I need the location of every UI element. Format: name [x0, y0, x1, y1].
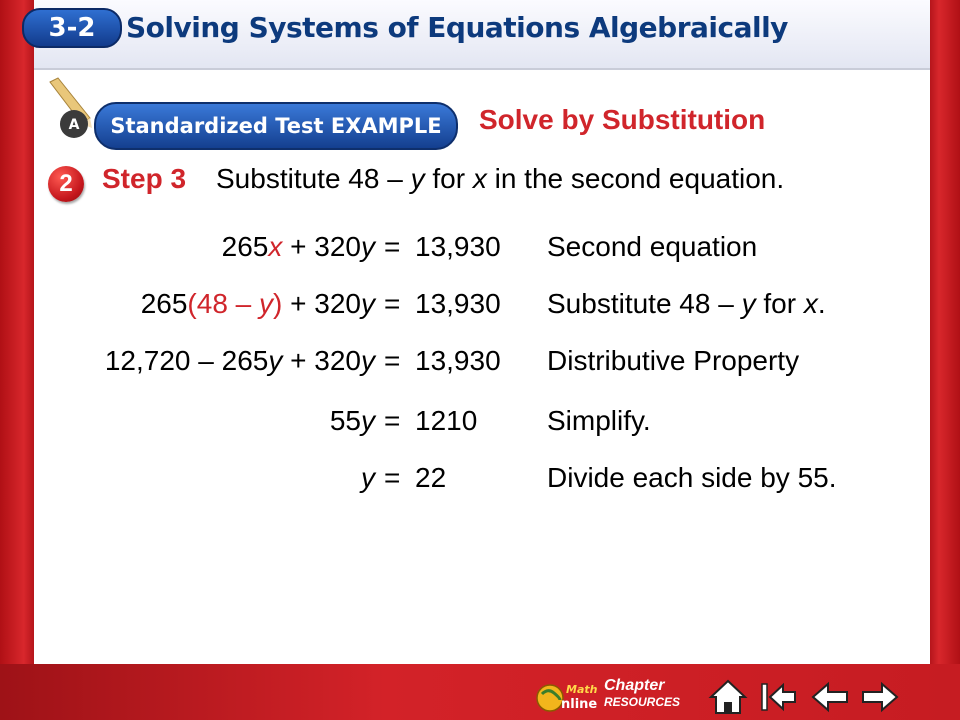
- equation-row: [0, 345, 930, 385]
- right-frame: [930, 0, 960, 720]
- equation-right-side: 1210: [415, 405, 478, 436]
- equation-row: [0, 231, 930, 271]
- math-online-label: nline: [561, 697, 598, 712]
- resources-label: RESOURCES: [604, 695, 681, 709]
- equation-right-side: 13,930: [415, 288, 501, 319]
- equation-reason: Divide each side by 55.: [547, 462, 837, 493]
- lesson-number-badge: 3-2: [22, 8, 122, 48]
- equation-right-side: 13,930: [415, 345, 501, 376]
- step-label: Step 3: [102, 163, 187, 194]
- equation-row: [0, 405, 930, 445]
- chapter-resources-button[interactable]: [604, 678, 680, 710]
- equals-sign: =: [384, 405, 401, 436]
- step-number-badge: 2: [48, 166, 84, 202]
- standardized-test-banner: Standardized Test EXAMPLE: [94, 102, 458, 150]
- equation-left-side: 265(48 – y) + 320y: [140, 288, 375, 319]
- equation-reason: Second equation: [547, 231, 758, 262]
- svg-text:A: A: [68, 117, 80, 133]
- equation-reason: Substitute 48 – y for x.: [547, 288, 826, 319]
- section-title: Solve by Substitution: [479, 104, 766, 135]
- equals-sign: =: [384, 462, 401, 493]
- equation-left-side: 12,720 – 265y + 320y: [104, 345, 375, 376]
- step-instruction: Substitute 48 – y for x in the second equation.: [216, 163, 785, 194]
- equals-sign: =: [384, 231, 401, 262]
- equation-row: [0, 288, 930, 328]
- next-arrow-icon[interactable]: [860, 678, 900, 716]
- equation-left-side: y: [361, 462, 375, 493]
- equation-left-side: 265x + 320y: [221, 231, 375, 262]
- equals-sign: =: [384, 288, 401, 319]
- equation-row: [0, 462, 930, 502]
- equation-left-side: 55y: [329, 405, 375, 436]
- home-icon[interactable]: [708, 678, 748, 716]
- equation-right-side: 22: [415, 462, 447, 493]
- equation-reason: Simplify.: [547, 405, 651, 436]
- equation-right-side: 13,930: [415, 231, 501, 262]
- first-slide-icon[interactable]: [758, 678, 798, 716]
- previous-arrow-icon[interactable]: [810, 678, 850, 716]
- math-online-label: Math: [566, 683, 598, 696]
- chapter-label: Chapter: [604, 677, 665, 694]
- equals-sign: =: [384, 345, 401, 376]
- lesson-title: Solving Systems of Equations Algebraically: [126, 11, 788, 44]
- equation-reason: Distributive Property: [547, 345, 800, 376]
- math-online-button[interactable]: [534, 678, 598, 714]
